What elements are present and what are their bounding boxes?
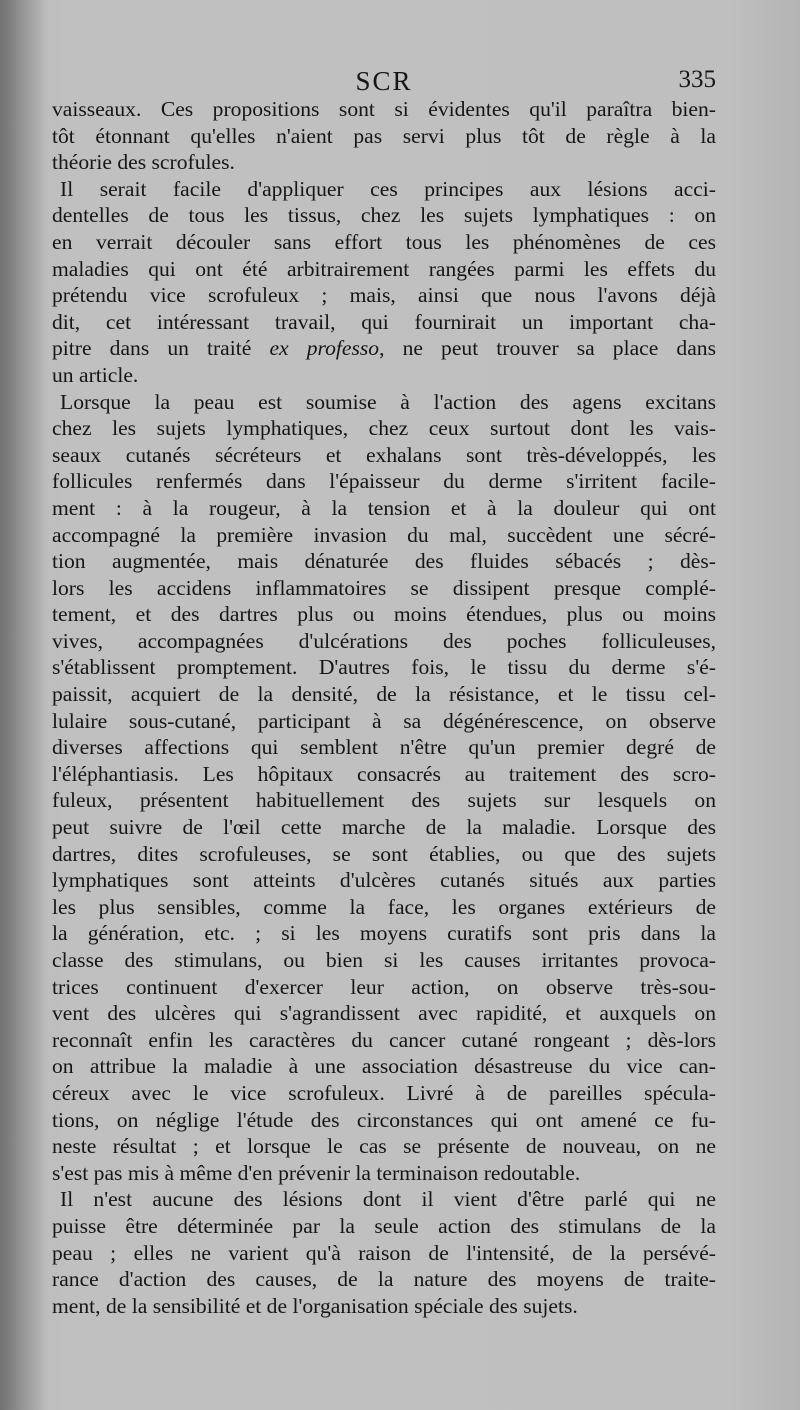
- text-line: on attribue la maladie à une association désastreuse du vice can-: [52, 1054, 716, 1079]
- text-line: les plus sensibles, comme la face, les organes extérieurs de: [52, 894, 716, 919]
- text-line: tions, on néglige l'étude des circonstances qui ont amené ce fu-: [52, 1107, 716, 1132]
- text-line: rance d'action des causes, de la nature des moyens de traite-: [52, 1267, 716, 1292]
- text-line: un article.: [52, 362, 139, 387]
- text-line: l'éléphantiasis. Les hôpitaux consacrés au traitement des scro-: [52, 761, 716, 786]
- text-line: s'établissent promptement. D'autres fois, le tissu du derme s'é-: [52, 655, 716, 680]
- text-line: vaisseaux. Ces propositions sont si évidentes qu'il paraîtra bien-: [52, 97, 716, 121]
- text-line: s'est pas mis à même d'en prévenir la terminaison redoutable.: [52, 1160, 581, 1185]
- running-head: SCR: [355, 66, 413, 96]
- text-line: accompagné la première invasion du mal, succèdent une sécré-: [52, 522, 716, 547]
- text-line: lulaire sous-cutané, participant à sa dégénérescence, on observe: [52, 708, 716, 733]
- text-line: ment : à la rougeur, à la tension et à la douleur qui ont: [52, 495, 716, 520]
- text-line: lymphatiques sont atteints d'ulcères cutanés situés aux parties: [52, 868, 716, 893]
- text-line: Lorsque la peau est soumise à l'action des agens excitans: [60, 389, 716, 414]
- text-line: dentelles de tous les tissus, chez les sujets lymphatiques : on: [52, 203, 716, 228]
- text-line: peut suivre de l'œil cette marche de la maladie. Lorsque des: [52, 815, 716, 840]
- text-line: la génération, etc. ; si les moyens curatifs sont pris dans la: [52, 921, 716, 946]
- text-line: lors les accidens inflammatoires se dissipent presque complé-: [52, 575, 716, 600]
- text-line: prétendu vice scrofuleux ; mais, ainsi que nous l'avons déjà: [52, 283, 716, 308]
- italic-phrase: ex professo: [269, 336, 380, 361]
- text-line-with-italic: [52, 335, 716, 362]
- text-line: peau ; elles ne varient qu'à raison de l'intensité, de la persévé-: [52, 1240, 716, 1265]
- text-line: diverses affections qui semblent n'être qu'un premier degré de: [52, 735, 716, 760]
- text-fragment: , ne peut trouver sa place dans: [379, 336, 717, 361]
- text-line: dit, cet intéressant travail, qui fournirait un important cha-: [52, 309, 716, 334]
- text-line: en verrait découler sans effort tous les phénomènes de ces: [52, 229, 716, 254]
- text-line: classe des stimulans, ou bien si les causes irritantes provoca-: [52, 948, 716, 972]
- text-line: follicules renfermés dans l'épaisseur du derme s'irritent facile-: [52, 469, 716, 494]
- text-line: tion augmentée, mais dénaturée des fluides sébacés ; dès-: [52, 549, 716, 574]
- page-number: 335: [678, 66, 716, 93]
- text-line: paissit, acquiert de la densité, de la résistance, et le tissu cel-: [52, 682, 716, 707]
- text-line: puisse être déterminée par la seule action des stimulans de la: [52, 1213, 716, 1238]
- text-line: théorie des scrofules.: [52, 150, 235, 175]
- text-line: trices continuent d'exercer leur action, on observe très-sou-: [52, 974, 716, 999]
- text-line: vent des ulcères qui s'agrandissent avec rapidité, et auxquels on: [52, 1001, 716, 1026]
- text-line: fuleux, présentent habituellement des sujets sur lesquels on: [52, 788, 716, 813]
- text-line: tôt étonnant qu'elles n'aient pas servi plus tôt de règle à la: [52, 123, 716, 148]
- text-line: neste résultat ; et lorsque le cas se présente de nouveau, on ne: [52, 1134, 716, 1159]
- text-line: reconnaît enfin les caractères du cancer cutané rongeant ; dès-lors: [52, 1027, 716, 1052]
- text-line: céreux avec le vice scrofuleux. Livré à de pareilles spécula-: [52, 1080, 716, 1105]
- text-line: Il n'est aucune des lésions dont il vient d'être parlé qui ne: [60, 1187, 716, 1212]
- binding-gutter-shadow: [0, 0, 48, 1410]
- page-header: [52, 66, 716, 100]
- text-line: seaux cutanés sécréteurs et exhalans sont très-développés, les: [52, 442, 716, 467]
- text-line: maladies qui ont été arbitrairement rangées parmi les effets du: [52, 256, 716, 281]
- text-line: vives, accompagnées d'ulcérations des poches folliculeuses,: [52, 628, 716, 653]
- text-line: chez les sujets lymphatiques, chez ceux surtout dont les vais-: [52, 416, 716, 441]
- text-fragment: pitre dans un traité: [52, 336, 252, 361]
- text-line: tement, et des dartres plus ou moins étendues, plus ou moins: [52, 602, 716, 627]
- text-line: Il serait facile d'appliquer ces principes aux lésions acci-: [60, 176, 716, 201]
- text-line: ment, de la sensibilité et de l'organisation spéciale des sujets.: [52, 1293, 578, 1318]
- body-text: [52, 96, 716, 1319]
- text-line: dartres, dites scrofuleuses, se sont établies, ou que des sujets: [52, 841, 716, 866]
